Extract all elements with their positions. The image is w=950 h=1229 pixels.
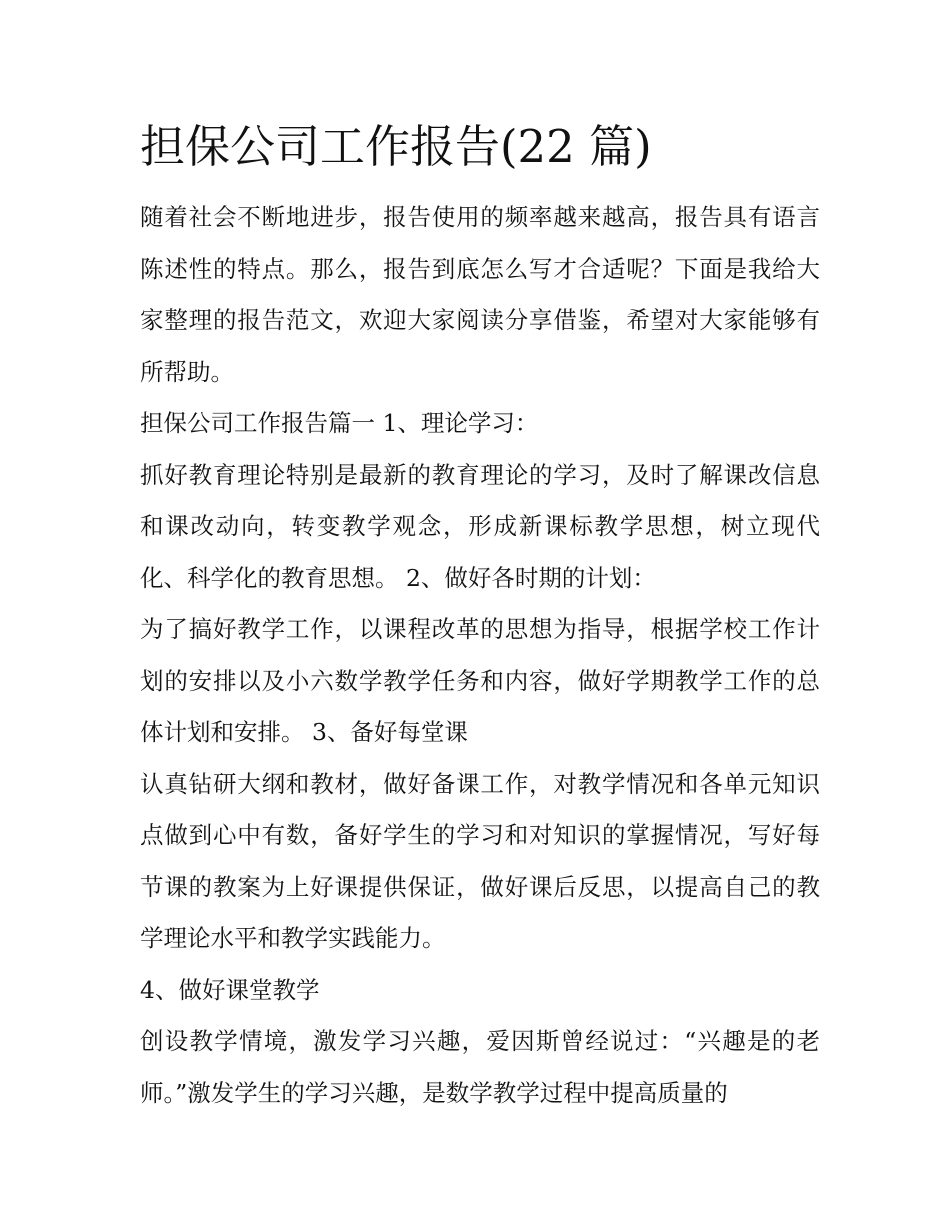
body-paragraph: 抓好教育理论特别是最新的教育理论的学习，及时了解课改信息和课改动向，转变教学观念，形成新课标教学思想，树立现代化、科学化的教育思想。 2、做好各时期的计划： — [140, 460, 820, 592]
document-title: 担保公司工作报告(22 篇) — [140, 120, 652, 173]
body-paragraph: 为了搞好教学工作，以课程改革的思想为指导，根据学校工作计划的安排以及小六数学教学任务和内容，做好学期教学工作的总体计划和安排。 3、备好每堂课 — [140, 615, 820, 746]
intro-paragraph: 随着社会不断地进步，报告使用的频率越来越高，报告具有语言陈述性的特点。那么，报告到底怎么写才合适呢？下面是我给大家整理的报告范文，欢迎大家阅读分享借鉴，希望对大家能够有所帮助。 — [140, 203, 820, 386]
section-heading-1: 担保公司工作报告篇一 1、理论学习： — [140, 409, 539, 437]
body-paragraph: 创设教学情境，激发学习兴趣，爱因斯曾经说过：“兴趣是的老师。”激发学生的学习兴趣，是数学教学过程中提高质量的 — [140, 1027, 820, 1107]
section-heading-4: 4、做好课堂教学 — [140, 975, 320, 1004]
body-paragraph: 认真钻研大纲和教材，做好备课工作，对教学情况和各单元知识点做到心中有数，备好学生的学习和对知识的掌握情况，写好每节课的教案为上好课提供保证，做好课后反思，以提高自己的教学理论水平和教学实践能力。 — [140, 769, 820, 952]
document-body — [140, 112, 820, 1119]
